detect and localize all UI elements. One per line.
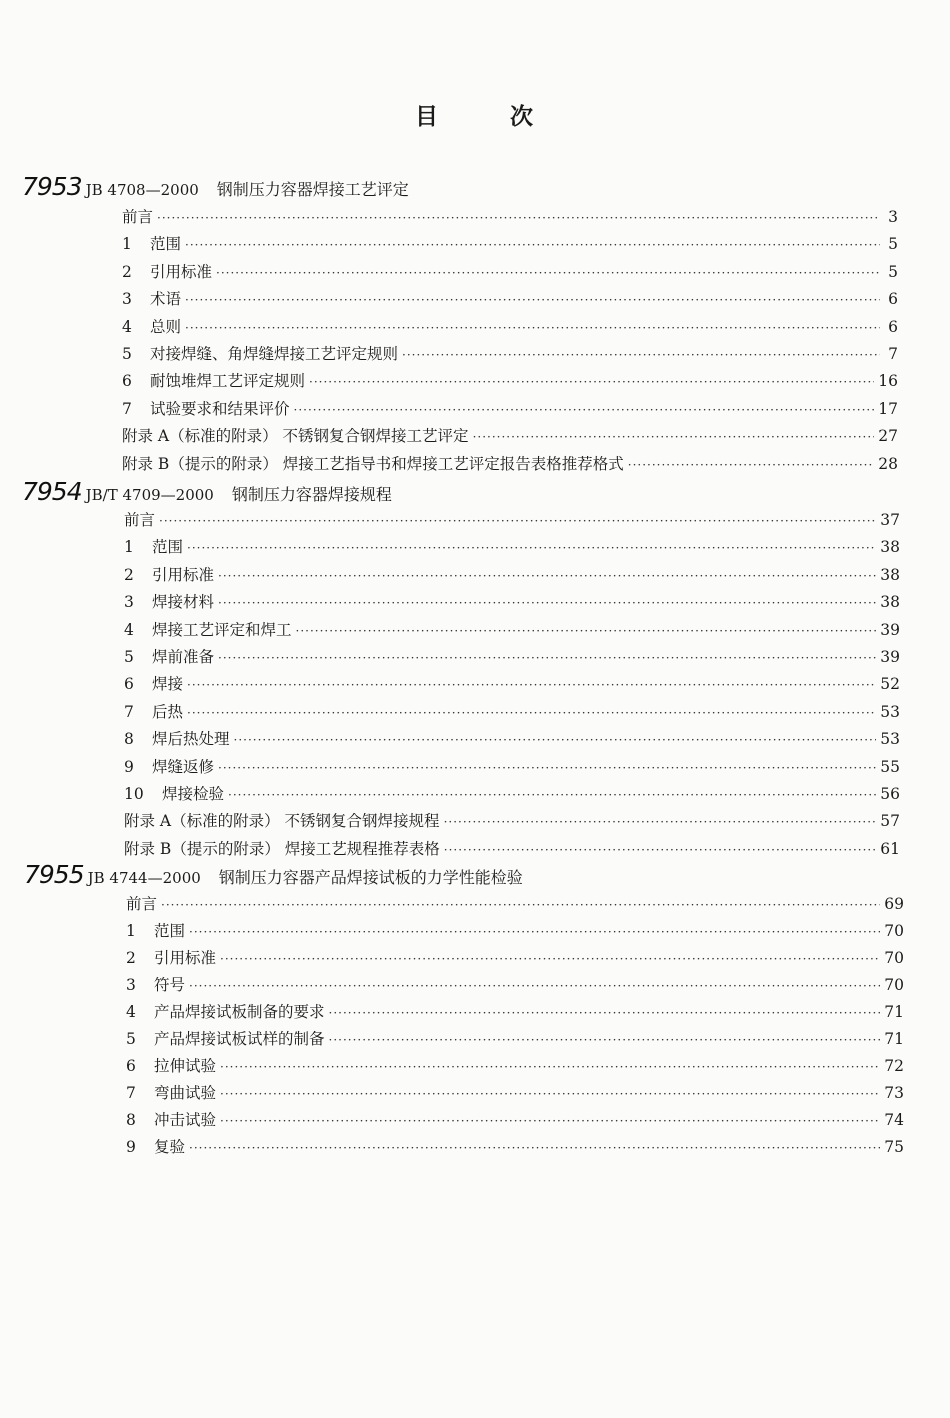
entry-label: 耐蚀堆焊工艺评定规则: [150, 372, 306, 391]
page-title: [0, 98, 950, 131]
dot-leader: [187, 678, 876, 692]
entry-label: 范围: [154, 922, 186, 940]
entry-number: 6: [126, 1057, 136, 1075]
handwritten-number: 7955: [24, 860, 84, 889]
entry-label: 产品焊接试板制备的要求: [154, 1003, 325, 1021]
entry-page-number: 75: [884, 1138, 904, 1156]
toc-entry[interactable]: [126, 946, 904, 970]
dot-leader: [294, 403, 875, 417]
entry-page-number: 38: [880, 565, 900, 584]
entry-page-number: 57: [880, 812, 900, 831]
dot-leader: [220, 1060, 880, 1074]
entry-label: 总则: [150, 317, 182, 336]
dot-leader: [157, 211, 880, 225]
entry-page-number: 61: [880, 839, 900, 858]
entry-page-number: 6: [888, 317, 898, 336]
toc-entry[interactable]: [122, 397, 898, 421]
entry-label: 引用标准: [150, 262, 213, 281]
toc-entry[interactable]: [126, 919, 904, 943]
entry-page-number: 3: [888, 208, 898, 226]
toc-entry[interactable]: [124, 618, 900, 642]
toc-entry[interactable]: [126, 1054, 904, 1078]
dot-leader: [296, 624, 877, 638]
entry-number: 4: [122, 317, 132, 336]
toc-entry[interactable]: [126, 1000, 904, 1024]
dot-leader: [220, 1114, 880, 1128]
entry-label: 术语: [150, 290, 182, 309]
toc-entry[interactable]: [124, 727, 900, 751]
toc-entry[interactable]: [124, 700, 900, 724]
toc-entry[interactable]: [122, 424, 898, 448]
entry-page-number: 5: [888, 235, 898, 254]
dot-leader: [473, 430, 875, 444]
entry-label: 范围: [150, 235, 182, 254]
entry-label: 产品焊接试板试样的制备: [154, 1030, 325, 1048]
entry-label: 试验要求和结果评价: [150, 399, 290, 418]
toc-entry[interactable]: [122, 369, 898, 393]
entry-number: 9: [126, 1138, 136, 1156]
entry-page-number: 17: [878, 399, 898, 418]
entry-label: 冲击试验: [154, 1111, 217, 1129]
entry-label: 附录 A（标准的附录） 不锈钢复合钢焊接工艺评定: [122, 427, 469, 446]
page-title-right: 次: [510, 104, 535, 130]
entry-page-number: 55: [880, 757, 900, 776]
entry-page-number: 73: [884, 1084, 904, 1102]
standard-code: JB 4744—2000: [87, 869, 201, 887]
entry-number: 6: [124, 675, 134, 694]
toc-entry[interactable]: [122, 315, 898, 339]
entry-label: 范围: [152, 538, 184, 557]
entry-page-number: 39: [880, 648, 900, 666]
dot-leader: [189, 979, 880, 993]
entry-page-number: 28: [878, 454, 898, 473]
standard-title: 钢制压力容器焊接工艺评定: [216, 180, 409, 199]
handwritten-number: 7953: [22, 172, 82, 201]
entry-number: 6: [122, 372, 132, 391]
dot-leader: [234, 733, 877, 747]
entry-label: 对接焊缝、角焊缝焊接工艺评定规则: [150, 345, 399, 363]
entry-page-number: 71: [884, 1003, 904, 1021]
dot-leader: [628, 458, 875, 472]
dot-leader: [220, 1087, 880, 1101]
dot-leader: [159, 514, 876, 528]
dot-leader: [189, 1141, 880, 1155]
toc-entry[interactable]: [122, 452, 898, 476]
entry-page-number: 7: [888, 345, 898, 363]
entry-label: 焊后热处理: [152, 730, 230, 749]
standard-code: JB/T 4709—2000: [85, 486, 214, 504]
toc-entry[interactable]: [126, 1027, 904, 1051]
entry-number: 4: [124, 620, 134, 639]
dot-leader: [444, 843, 877, 857]
dot-leader: [187, 541, 876, 555]
entry-page-number: 71: [884, 1030, 904, 1048]
entry-number: 5: [124, 648, 134, 666]
entry-label: 复验: [154, 1138, 186, 1156]
dot-leader: [218, 596, 876, 610]
entry-label: 符号: [154, 976, 186, 994]
dot-leader: [218, 569, 876, 583]
toc-entry[interactable]: [126, 892, 904, 916]
entry-label: 拉伸试验: [154, 1057, 217, 1075]
entry-page-number: 70: [884, 922, 904, 940]
dot-leader: [185, 293, 880, 307]
entry-page-number: 53: [880, 702, 900, 721]
entry-page-number: 72: [884, 1057, 904, 1075]
entry-label: 焊接工艺评定和焊工: [152, 620, 292, 639]
entry-number: 8: [124, 730, 134, 749]
entry-number: 2: [122, 262, 132, 281]
standard-title: 钢制压力容器产品焊接试板的力学性能检验: [218, 868, 523, 887]
toc-entry[interactable]: [124, 645, 900, 669]
page-title-left: 目: [415, 104, 440, 130]
entry-number: 9: [124, 757, 134, 776]
dot-leader: [329, 1006, 881, 1020]
toc-entry[interactable]: [122, 205, 898, 229]
toc-entry[interactable]: [124, 535, 900, 559]
dot-leader: [309, 375, 874, 389]
dot-leader: [218, 761, 876, 775]
toc-entry[interactable]: [124, 672, 900, 696]
toc-entry[interactable]: [126, 973, 904, 997]
entry-page-number: 37: [880, 511, 900, 529]
entry-number: 1: [122, 235, 132, 254]
dot-leader: [218, 651, 876, 665]
toc-entry[interactable]: [126, 1081, 904, 1105]
entry-page-number: 70: [884, 976, 904, 994]
entry-page-number: 27: [878, 427, 898, 446]
entry-number: 5: [122, 345, 132, 363]
dot-leader: [444, 815, 877, 829]
toc-entry[interactable]: [124, 837, 900, 861]
standard-heading: [22, 172, 409, 201]
dot-leader: [329, 1033, 881, 1047]
dot-leader: [187, 706, 876, 720]
toc-entry[interactable]: [124, 508, 900, 532]
dot-leader: [185, 238, 880, 252]
dot-leader: [228, 788, 876, 802]
entry-page-number: 53: [880, 730, 900, 749]
entry-label: 附录 B（提示的附录） 焊接工艺规程推荐表格: [124, 839, 440, 858]
standard-title: 钢制压力容器焊接规程: [231, 485, 392, 504]
entry-label: 前言: [124, 511, 156, 529]
entry-number: 3: [126, 976, 136, 994]
entry-number: 8: [126, 1111, 136, 1129]
entry-label: 附录 A（标准的附录） 不锈钢复合钢焊接规程: [124, 812, 440, 831]
entry-number: 10: [124, 785, 144, 803]
entry-label: 焊接: [152, 675, 184, 694]
entry-number: 1: [124, 538, 134, 557]
entry-page-number: 38: [880, 538, 900, 557]
toc-entry[interactable]: [124, 563, 900, 587]
toc-entry[interactable]: [122, 232, 898, 256]
dot-leader: [402, 348, 880, 362]
entry-page-number: 38: [880, 593, 900, 612]
toc-entry[interactable]: [122, 342, 898, 366]
dot-leader: [189, 925, 880, 939]
toc-entry[interactable]: [122, 287, 898, 311]
entry-page-number: 6: [888, 290, 898, 309]
standard-heading: [22, 477, 392, 506]
entry-label: 前言: [126, 895, 158, 913]
entry-number: 7: [124, 702, 134, 721]
entry-page-number: 74: [884, 1111, 904, 1129]
toc-entry[interactable]: [124, 809, 900, 833]
entry-page-number: 52: [880, 675, 900, 694]
entry-number: 2: [124, 565, 134, 584]
toc-entry[interactable]: [126, 1135, 904, 1159]
entry-page-number: 70: [884, 949, 904, 967]
entry-label: 弯曲试验: [154, 1084, 217, 1102]
entry-label: 焊前准备: [152, 648, 215, 666]
entry-number: 7: [126, 1084, 136, 1102]
entry-number: 3: [122, 290, 132, 309]
entry-page-number: 56: [880, 785, 900, 803]
toc-entry[interactable]: [124, 590, 900, 614]
entry-label: 后热: [152, 702, 184, 721]
toc-entry[interactable]: [126, 1108, 904, 1132]
entry-number: 7: [122, 399, 132, 418]
entry-label: 引用标准: [154, 949, 217, 967]
dot-leader: [185, 321, 880, 335]
standard-heading: [24, 860, 523, 889]
entry-page-number: 39: [880, 620, 900, 639]
entry-label: 焊缝返修: [152, 757, 215, 776]
dot-leader: [216, 266, 880, 280]
entry-label: 前言: [122, 208, 154, 226]
entry-number: 4: [126, 1003, 136, 1021]
dot-leader: [161, 898, 880, 912]
entry-page-number: 16: [878, 372, 898, 391]
dot-leader: [220, 952, 880, 966]
toc-entry[interactable]: [124, 782, 900, 806]
entry-page-number: 5: [888, 262, 898, 281]
toc-entry[interactable]: [124, 755, 900, 779]
toc-entry[interactable]: [122, 260, 898, 284]
entry-label: 附录 B（提示的附录） 焊接工艺指导书和焊接工艺评定报告表格推荐格式: [122, 454, 624, 473]
handwritten-number: 7954: [22, 477, 82, 506]
entry-label: 引用标准: [152, 565, 215, 584]
entry-label: 焊接材料: [152, 593, 215, 612]
entry-number: 2: [126, 949, 136, 967]
entry-number: 1: [126, 922, 136, 940]
standard-code: JB 4708—2000: [85, 181, 199, 199]
entry-number: 5: [126, 1030, 136, 1048]
entry-label: 焊接检验: [162, 785, 225, 803]
entry-page-number: 69: [884, 895, 904, 913]
entry-number: 3: [124, 593, 134, 612]
